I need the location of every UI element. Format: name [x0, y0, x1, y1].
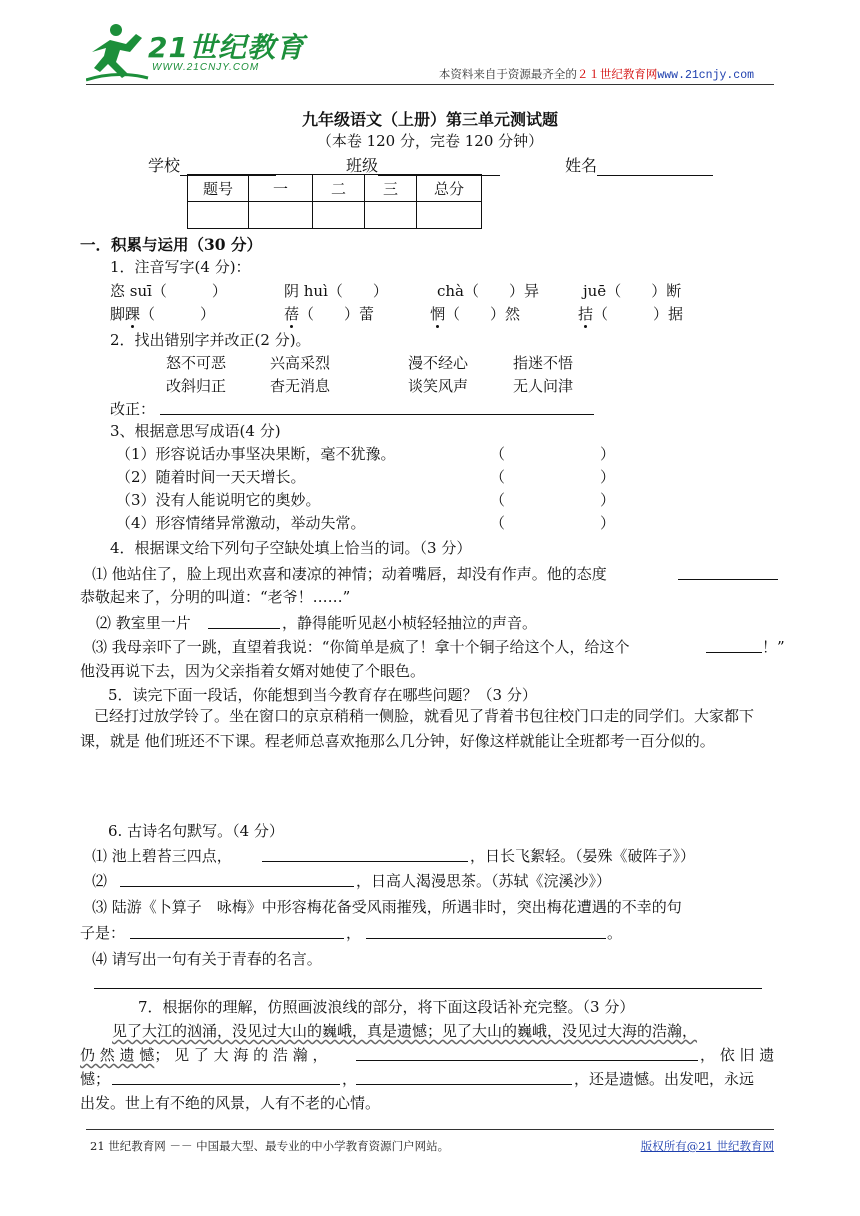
q3-answer-close: ） — [600, 468, 616, 486]
q4-sentence-3-end: ！” — [762, 638, 785, 656]
question-5-label: 5．读完下面一段话，你能想到当今教育存在哪些问题？（3 分） — [108, 686, 537, 704]
q3-item: （4）形容情绪异常激动，举动失常。 — [116, 514, 366, 532]
question-3-label: 3、根据意思写成语(4 分) — [110, 422, 281, 440]
q7-line-3: 憾； — [80, 1070, 111, 1088]
site-url-link[interactable]: www.21cnjy.com — [657, 69, 754, 82]
page-subtitle: （本卷 120 分，完卷 120 分钟） — [316, 132, 544, 150]
q6-line-3-cont: 子是： — [80, 924, 126, 942]
q5-passage: 已经打过放学铃了。坐在窗口的京京稍稍一侧脸，就看见了背着书包往校门口走的同学们。大家都下课，就是 他们班还不下课。程老师总喜欢拖那么几分钟，好像这样就能让全班都考一百分似的。 — [80, 707, 755, 750]
q1-item: 恣 suī（ ） — [110, 282, 227, 300]
q3-answer-close: ） — [600, 491, 616, 509]
q4-blank-3[interactable] — [706, 652, 762, 653]
q2-word: 无人问津 — [513, 377, 574, 395]
question-2-label: 2．找出错别字并改正(2 分)。 — [110, 331, 311, 349]
score-header: 三 — [365, 175, 417, 202]
school-field[interactable]: 学校 — [148, 153, 276, 176]
q7-wavy-text-cont: 仍 然 遗 憾； 见 了 大 海 的 浩 瀚 ， — [80, 1046, 328, 1064]
q2-word: 漫不经心 — [408, 354, 469, 372]
q6-blank-5[interactable] — [94, 988, 762, 989]
page-title: 九年级语文（上册）第三单元测试题 — [301, 110, 558, 129]
q6-line-1-cont: ，日长飞絮轻。（晏殊《破阵子》） — [470, 847, 696, 865]
q4-sentence-2-cont: ，静得能听见赵小桢轻轻抽泣的声音。 — [282, 614, 538, 632]
site-name-red: ２１世纪教育网 — [576, 67, 658, 81]
q3-answer-open: （ — [490, 468, 506, 486]
q3-answer-open: （ — [490, 445, 506, 463]
q7-blank-1[interactable] — [356, 1060, 698, 1061]
score-table — [187, 174, 482, 229]
q2-fix-label: 改正： — [110, 400, 156, 418]
q1-item: 蓓（ ）蕾 — [284, 305, 375, 323]
q2-word: 改斜归正 — [166, 377, 227, 395]
q7-line-3-end: ，还是遗憾。出发吧，永远 — [574, 1070, 755, 1088]
q4-blank-2[interactable] — [208, 628, 280, 629]
q3-item: （2）随着时间一天天增长。 — [116, 468, 306, 486]
q7-line-4: 出发。世上有不绝的风景，人有不老的心情。 — [80, 1094, 381, 1112]
q2-word: 谈笑风声 — [408, 377, 469, 395]
footer-text: 21 世纪教育网 －－ 中国最大型、最专业的中小学教育资源门户网站。 — [90, 1139, 450, 1153]
site-logo — [86, 22, 305, 82]
q6-comma: ， — [346, 924, 362, 942]
q1-item: 脚踝（ ） — [110, 305, 216, 323]
question-4-label: 4．根据课文给下列句子空缺处填上恰当的词。（3 分） — [110, 539, 472, 557]
q3-answer-close: ） — [600, 445, 616, 463]
q7-line-2-end: ， 依 旧 遗 — [700, 1046, 775, 1064]
q4-sentence-2: ⑵ 教室里一片 — [96, 614, 191, 632]
logo-subtext: WWW.21CNJY.COM — [152, 62, 260, 73]
q1-item: chà（ ）异 — [437, 282, 540, 300]
q1-item: 惘（ ）然 — [430, 305, 521, 323]
score-header: 总分 — [417, 175, 482, 202]
q3-item: （3）没有人能说明它的奥妙。 — [116, 491, 321, 509]
question-6-label: 6. 古诗名句默写。（4 分） — [108, 822, 284, 840]
q7-blank-2[interactable] — [112, 1084, 340, 1085]
score-header: 题号 — [188, 175, 249, 202]
q6-period: 。 — [607, 924, 623, 942]
q2-word: 指迷不悟 — [513, 354, 574, 372]
score-header: 二 — [313, 175, 365, 202]
score-cell[interactable] — [365, 202, 417, 229]
question-7-label: 7．根据你的理解，仿照画波浪线的部分，将下面这段话补充完整。（3 分） — [138, 998, 635, 1016]
q4-sentence-1: ⑴ 他站住了，脸上现出欢喜和凄凉的神情；动着嘴唇，却没有作声。他的态度 — [92, 565, 607, 583]
q3-item: （1）形容说话办事坚决果断，毫不犹豫。 — [116, 445, 396, 463]
header-divider — [86, 84, 774, 85]
q6-line-3: ⑶ 陆游《卜算子 咏梅》中形容梅花备受风雨摧残，所遇非时，突出梅花遭遇的不幸的句 — [92, 898, 682, 916]
copyright-link[interactable]: 版权所有@21 世纪教育网 — [640, 1139, 774, 1153]
score-header: 一 — [249, 175, 313, 202]
q4-blank-1[interactable] — [678, 579, 778, 580]
footer-divider — [86, 1129, 774, 1130]
score-cell[interactable] — [417, 202, 482, 229]
q6-blank-3[interactable] — [130, 938, 344, 939]
name-blank[interactable] — [597, 158, 713, 176]
q6-blank-2[interactable] — [120, 886, 354, 887]
q4-sentence-1-cont: 恭敬起来了，分明的叫道：“老爷！……” — [80, 588, 351, 606]
q3-answer-open: （ — [490, 514, 506, 532]
question-1-label: 1．注音写字(4 分)： — [110, 258, 251, 276]
q6-line-2-cont: ，日高人渴漫思茶。（苏轼《浣溪沙》） — [356, 872, 612, 890]
score-cell[interactable] — [188, 202, 249, 229]
q7-blank-3[interactable] — [356, 1084, 572, 1085]
q6-line-2: ⑵ — [92, 872, 108, 890]
q4-sentence-3: ⑶ 我母亲吓了一跳，直望着我说：“你简单是疯了！拿十个铜子给这个人，给这个 — [92, 638, 630, 656]
q6-blank-4[interactable] — [366, 938, 606, 939]
q6-line-1: ⑴ 池上碧苔三四点， — [92, 847, 232, 865]
q6-blank-1[interactable] — [262, 861, 468, 862]
logo-text: 21世纪教育 — [148, 31, 305, 64]
name-field[interactable]: 姓名 — [565, 153, 713, 176]
q7-wavy-text: 见了大江的汹涌，没见过大山的巍峨，真是遗憾；见了大山的巍峨，没见过大海的浩瀚， — [112, 1022, 698, 1040]
q1-item: 拮（ ）据 — [578, 305, 684, 323]
q2-fix-blank[interactable] — [160, 414, 594, 415]
class-field[interactable]: 班级 — [346, 153, 500, 176]
q3-answer-close: ） — [600, 514, 616, 532]
section-heading: 一．积累与运用（30 分） — [80, 235, 262, 254]
q1-item: juē（ ）断 — [583, 282, 682, 300]
q3-answer-open: （ — [490, 491, 506, 509]
header-note: 本资料来自于资源最齐全的２１世纪教育网www.21cnjy.com — [438, 67, 754, 82]
score-cell[interactable] — [313, 202, 365, 229]
q2-word: 怒不可恶 — [166, 354, 227, 372]
q7-comma: ， — [342, 1070, 358, 1088]
q1-item: 阴 huì（ ） — [284, 282, 388, 300]
q6-line-4: ⑷ 请写出一句有关于青春的名言。 — [92, 950, 322, 968]
runner-logo-icon — [86, 22, 150, 82]
q2-word: 兴高采烈 — [270, 354, 331, 372]
q4-sentence-3-cont: 他没再说下去，因为父亲指着女婿对她使了个眼色。 — [80, 662, 426, 680]
q2-word: 杳无消息 — [270, 377, 331, 395]
score-cell[interactable] — [249, 202, 313, 229]
